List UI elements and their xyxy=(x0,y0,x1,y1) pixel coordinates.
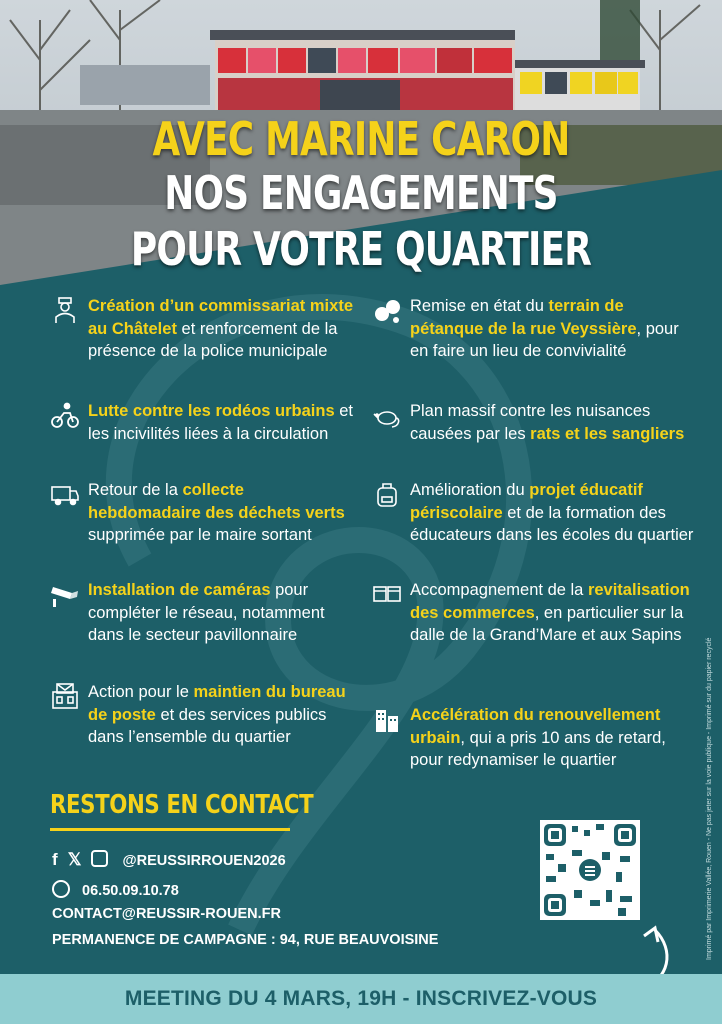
school-bag-icon xyxy=(372,479,402,509)
facebook-icon[interactable]: f xyxy=(52,850,58,869)
petanque-balls-icon xyxy=(372,295,402,325)
headline-line-2: NOS ENGAGEMENTS xyxy=(164,166,558,220)
headline-line-3: POUR VOTRE QUARTIER xyxy=(130,222,592,276)
commitment-text: Plan massif contre les nuisances causées par les rats et les sangliers xyxy=(410,402,685,443)
phone-icon xyxy=(52,880,70,898)
commitment-text: Lutte contre les rodéos urbains et les incivilités liées à la circulation xyxy=(88,402,353,443)
commitment-text: Accompagnement de la revitalisation des commerces, en particulier sur la dalle de la Grand’Mare et aux Sapins xyxy=(410,581,690,644)
commitment-text: Remise en état du terrain de pétanque de la rue Veyssière, pour en faire un lieu de convivialité xyxy=(410,297,679,360)
social-row xyxy=(52,850,286,870)
cctv-camera-icon xyxy=(50,579,80,609)
phone-number[interactable]: 06.50.09.10.78 xyxy=(82,883,179,899)
rat-icon xyxy=(372,400,402,430)
buildings-icon xyxy=(372,704,402,734)
commitment-text: Accélération du renouvellement urbain, qui a pris 10 ans de retard, pour redynamiser le quartier xyxy=(410,706,666,769)
commitment-text: Création d’un commissariat mixte au Châtelet et renforcement de la présence de la police municipale xyxy=(88,297,353,360)
post-office-icon xyxy=(50,681,80,711)
commitment-text: Installation de caméras pour compléter le réseau, notamment dans le secteur pavillonnaire xyxy=(88,581,325,644)
social-handle[interactable]: @REUSSIRROUEN2026 xyxy=(122,853,286,869)
recycling-truck-icon xyxy=(50,479,80,509)
headline-line-1: AVEC MARINE CARON xyxy=(152,112,570,166)
instagram-icon[interactable] xyxy=(91,850,108,867)
motorbike-icon xyxy=(50,400,80,430)
police-officer-icon xyxy=(50,295,80,325)
campaign-address: PERMANENCE DE CAMPAGNE : 94, RUE BEAUVOISINE xyxy=(52,932,439,948)
qr-code[interactable] xyxy=(540,820,640,920)
shops-icon xyxy=(372,579,402,609)
x-icon[interactable]: 𝕏 xyxy=(67,850,82,869)
meeting-call-to-action[interactable]: MEETING DU 4 MARS, 19H - INSCRIVEZ-VOUS xyxy=(124,987,598,1010)
commitment-text: Retour de la collecte hebdomadaire des déchets verts supprimée par le maire sortant xyxy=(88,481,345,544)
commitment-text: Amélioration du projet éducatif périscolaire et de la formation des éducateurs dans les écoles du quartier xyxy=(410,481,694,544)
commitment-text: Action pour le maintien du bureau de poste et des services publics dans l’ensemble du quartier xyxy=(88,683,346,746)
phone-row xyxy=(52,880,179,899)
imprint-notice: Imprimé par Imprimerie Vallée, Rouen - Ne pas jeter sur la voie publique - Imprimé sur du papier recyclé xyxy=(706,637,713,960)
contact-underline xyxy=(50,828,290,831)
contact-title: RESTONS EN CONTACT xyxy=(50,790,314,820)
email-address[interactable]: CONTACT@REUSSIR-ROUEN.FR xyxy=(52,906,281,922)
